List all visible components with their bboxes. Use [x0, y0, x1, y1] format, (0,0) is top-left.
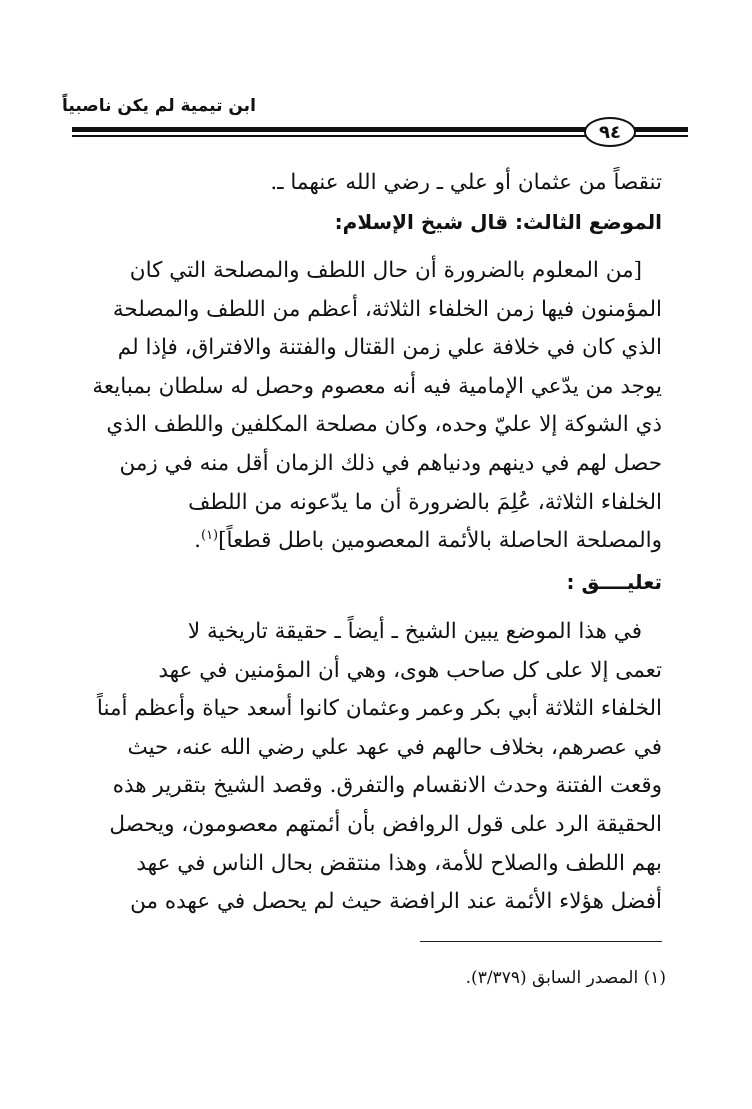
- text-line: ذي الشوكة إلا عليّ وحده، وكان مصلحة المكلفين واللطف الذي: [106, 412, 662, 438]
- footnote: (١) المصدر السابق (٣/٣٧٩).: [465, 968, 666, 988]
- text-line: في هذا الموضع يبين الشيخ ـ أيضاً ـ حقيقة تاريخية لا: [187, 619, 642, 644]
- comment-heading: تعليــــق :: [566, 570, 662, 594]
- text-line: المؤمنون فيها زمن الخلفاء الثلاثة، أعظم من اللطف والمصلحة: [112, 296, 662, 322]
- text-line: الحقيقة الرد على قول الروافض بأن أئمتهم معصومون، ويحصل: [109, 811, 662, 837]
- text-line: وقعت الفتنة وحدث الانقسام والتفرق. وقصد الشيخ بتقرير هذه: [112, 773, 662, 799]
- header-rule-right-thin: [658, 135, 688, 137]
- intro-line: [78, 164, 662, 203]
- text-line: حصل لهم في دينهم ودنياهم في ذلك الزمان أقل منه في زمن: [119, 450, 662, 476]
- header-rule-thin: [72, 135, 672, 137]
- text-line: في عصرهم، بخلاف حالهم في عهد علي رضي الله عنه، حيث: [127, 734, 662, 760]
- page-number: ٩٤: [584, 117, 636, 147]
- quote-paragraph: [78, 252, 662, 561]
- text-segment: والمصلحة الحاصلة بالأئمة المعصومين باطل قطعاً]: [218, 528, 662, 554]
- comment-paragraph: [78, 613, 662, 922]
- text-line: الذي كان في خلافة علي زمن القتال والفتنة والافتراق، فإذا لم: [117, 335, 662, 361]
- header-rule-right-thick: [658, 127, 688, 132]
- footnote-divider: [420, 941, 662, 942]
- text-line: الخلفاء الثلاثة، عُلِمَ بالضرورة أن ما يدّعونه من اللطف: [188, 489, 662, 515]
- text-line: [من المعلوم بالضرورة أن حال اللطف والمصلحة التي كان: [129, 258, 642, 283]
- text-line: أفضل هؤلاء الأئمة عند الرافضة حيث لم يحصل في عهده من: [130, 889, 662, 915]
- text-line-last: [78, 522, 662, 561]
- text-line: تعمى إلا على كل صاحب هوى، وهي أن المؤمنين في عهد: [158, 657, 662, 683]
- text-segment: .: [194, 528, 201, 554]
- text-line: تنقصاً من عثمان أو علي ـ رضي الله عنهما ـ.: [270, 170, 662, 195]
- text-line: بهم اللطف والصلاح للأمة، وهذا منتقض بحال الناس في عهد: [136, 850, 662, 876]
- footnote-reference: (١): [200, 528, 219, 543]
- header-rule-thick: [72, 127, 672, 132]
- section-heading: الموضع الثالث: قال شيخ الإسلام:: [334, 210, 662, 234]
- text-line: يوجد من يدّعي الإمامية فيه أنه معصوم وحصل له سلطان بمبايعة: [92, 373, 662, 399]
- text-line: الخلفاء الثلاثة أبي بكر وعمر وعثمان كانوا أسعد حياة وأعظم أمناً: [96, 696, 662, 722]
- running-title: ابن تيمية لم يكن ناصبياً: [62, 96, 256, 116]
